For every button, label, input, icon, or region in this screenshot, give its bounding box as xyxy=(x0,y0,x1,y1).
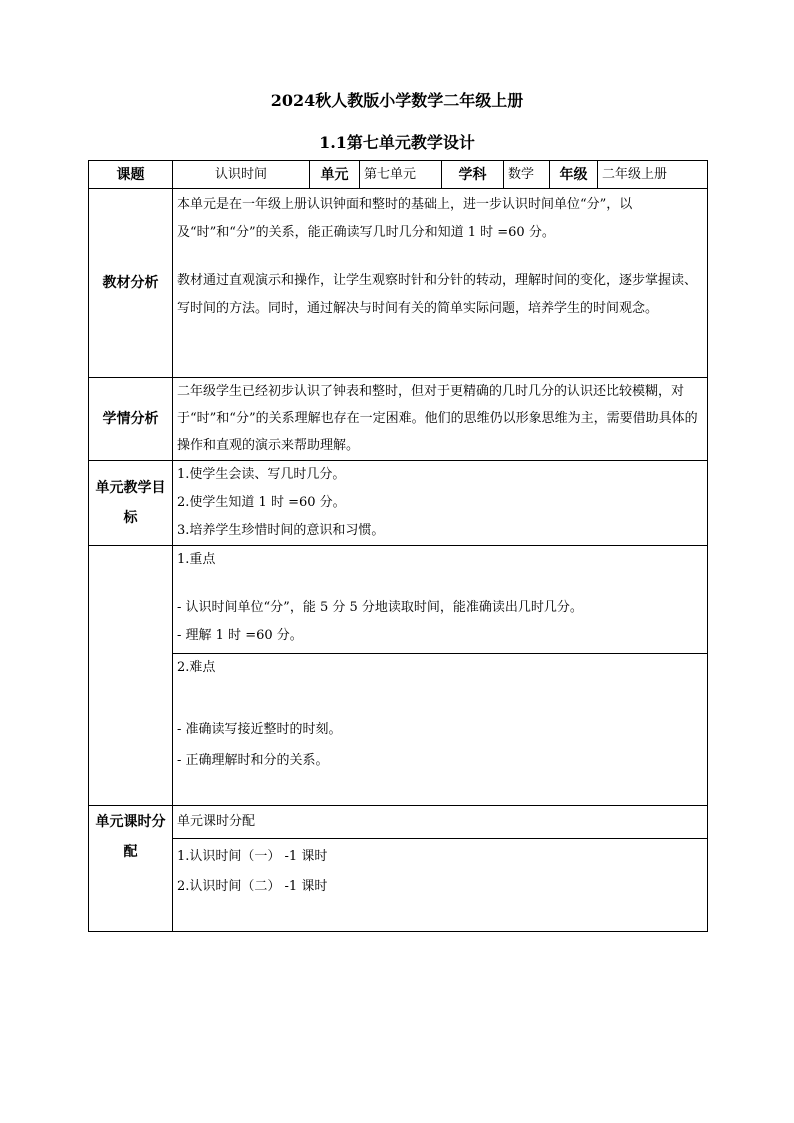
lesson-allocation-item-1: 1.认识时间（一） -1 课时 xyxy=(177,849,328,864)
focus-difficulty-label-cell xyxy=(89,546,173,806)
lesson-allocation-item-2: 2.认识时间（二） -1 课时 xyxy=(177,879,328,894)
textbook-analysis-row xyxy=(89,189,708,378)
document-title: 2024秋人教版小学数学二年级上册 xyxy=(270,91,524,110)
objective-item-2: 2.使学生知道 1 时 =60 分。 xyxy=(177,495,346,510)
key-point-item-1: - 认识时间单位“分”，能 5 分 5 分地读取时间，能准确读出几时几分。 xyxy=(177,600,583,615)
unit-objectives-row xyxy=(89,461,708,546)
difficult-points-row xyxy=(89,654,708,806)
lesson-allocation-items-row xyxy=(89,839,708,932)
textbook-analysis-label: 教材分析 xyxy=(89,189,173,378)
grade-value: 二年级上册 xyxy=(598,161,708,189)
subject-value: 数学 xyxy=(504,161,550,189)
unit-objectives-label: 单元教学目标 xyxy=(89,461,173,546)
key-points-heading: 1.重点 xyxy=(177,552,216,567)
textbook-analysis-paragraph-2: 教材通过直观演示和操作，让学生观察时针和分针的转动，理解时间的变化，逐步掌握读、写时间的方法。同时，通过解决与时间有关的简单实际问题，培养学生的时间观念。 xyxy=(177,273,698,316)
unit-label: 单元 xyxy=(310,161,360,189)
unit-value: 第七单元 xyxy=(360,161,442,189)
grade-label: 年级 xyxy=(550,161,598,189)
learner-analysis-row xyxy=(89,378,708,461)
lesson-allocation-heading-row xyxy=(89,806,708,839)
learner-analysis-text: 二年级学生已经初步认识了钟表和整时，但对于更精确的几时几分的认识还比较模糊，对于“时”和“分”的关系理解也存在一定困难。他们的思维仍以形象思维为主，需要借助具体的操作和直观的演示来帮助理解。 xyxy=(177,384,698,453)
learner-analysis-label: 学情分析 xyxy=(89,378,173,461)
lesson-allocation-heading: 单元课时分配 xyxy=(173,806,708,839)
subject-label: 学科 xyxy=(442,161,504,189)
textbook-analysis-paragraph-1: 本单元是在一年级上册认识钟面和整时的基础上，进一步认识时间单位“分”，以及“时”和“分”的关系，能正确读写几时几分和知道 1 时 =60 分。 xyxy=(177,197,633,240)
key-points-row xyxy=(89,546,708,654)
lesson-plan-table xyxy=(88,160,708,932)
difficult-point-item-2: - 正确理解时和分的关系。 xyxy=(177,753,329,768)
document-subtitle: 1.1第七单元教学设计 xyxy=(319,133,475,152)
header-row xyxy=(89,161,708,189)
lesson-allocation-label: 单元课时分配 xyxy=(89,806,173,932)
topic-value: 认识时间 xyxy=(173,161,310,189)
objective-item-1: 1.使学生会读、写几时几分。 xyxy=(177,467,346,482)
difficult-points-heading: 2.难点 xyxy=(177,660,216,675)
objective-item-3: 3.培养学生珍惜时间的意识和习惯。 xyxy=(177,523,385,538)
difficult-point-item-1: - 准确读写接近整时的时刻。 xyxy=(177,722,342,737)
key-point-item-2: - 理解 1 时 =60 分。 xyxy=(177,628,303,643)
topic-label: 课题 xyxy=(89,161,173,189)
